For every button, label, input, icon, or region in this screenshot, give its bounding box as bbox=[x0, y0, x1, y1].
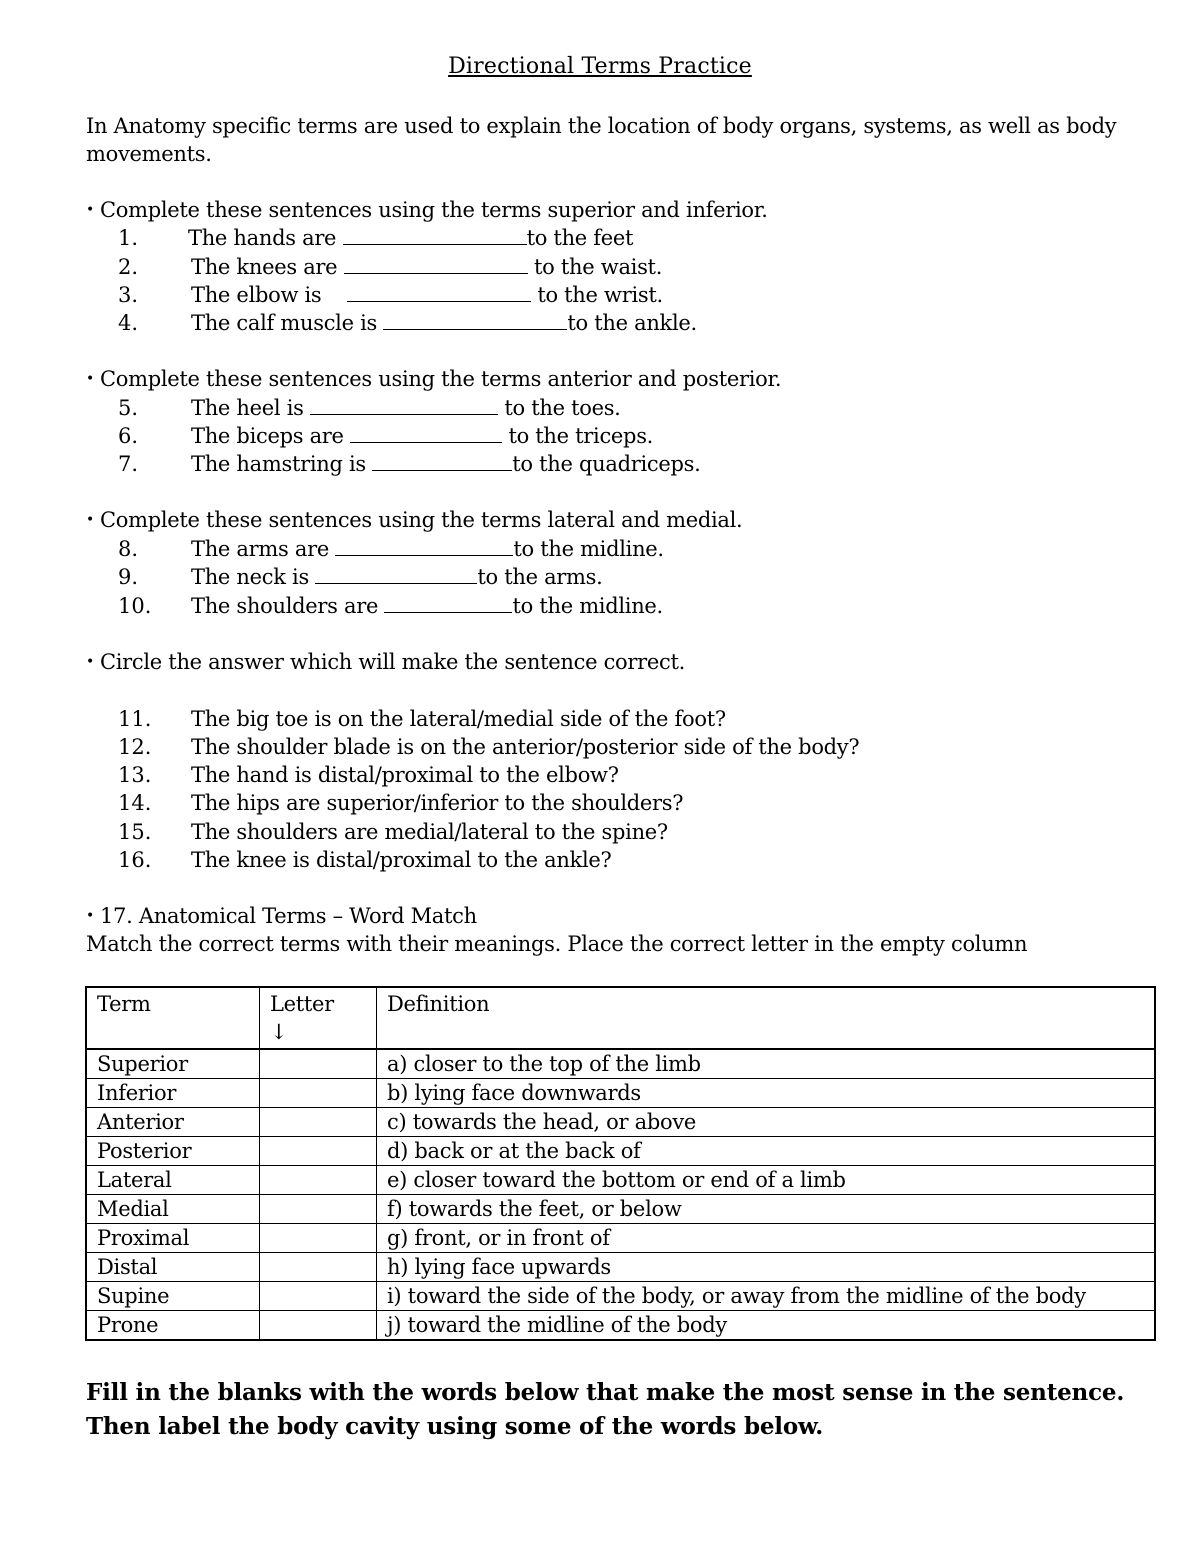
letter-cell[interactable] bbox=[260, 1253, 377, 1282]
definition-cell: g) front, or in front of bbox=[377, 1224, 1156, 1253]
item-number: 5. bbox=[118, 396, 139, 420]
definition-cell: e) closer toward the bottom or end of a limb bbox=[377, 1166, 1156, 1195]
item-sentence: The hamstring is to the quadriceps. bbox=[191, 452, 701, 476]
item-sentence[interactable]: The knee is distal/proximal to the ankle? bbox=[191, 848, 612, 872]
final-instruction: Fill in the blanks with the words below that make the most sense in the sentence. Then label the body cavity using some of the words below. bbox=[86, 1379, 1125, 1440]
item-sentence: The heel is to the toes. bbox=[191, 396, 621, 420]
term-cell: Supine bbox=[86, 1282, 260, 1311]
item-number: 6. bbox=[118, 424, 139, 448]
item-sentence: The arms are to the midline. bbox=[191, 537, 664, 561]
item-number: 2. bbox=[118, 255, 139, 279]
letter-cell[interactable] bbox=[260, 1311, 377, 1341]
table-row bbox=[86, 1079, 1155, 1108]
answer-blank[interactable] bbox=[344, 255, 528, 274]
section2-instruction-line bbox=[86, 367, 781, 391]
term-cell: Medial bbox=[86, 1195, 260, 1224]
item-number: 7. bbox=[118, 452, 139, 476]
table-row bbox=[86, 1282, 1155, 1311]
definition-cell: h) lying face upwards bbox=[377, 1253, 1156, 1282]
bullet-icon: • bbox=[86, 908, 94, 924]
answer-blank[interactable] bbox=[310, 396, 498, 415]
answer-blank[interactable] bbox=[343, 226, 527, 245]
section3-instruction: Complete these sentences using the terms lateral and medial. bbox=[100, 508, 743, 532]
item-sentence[interactable]: The hips are superior/inferior to the shoulders? bbox=[191, 791, 684, 815]
table-header-row bbox=[86, 987, 1155, 1049]
item-sentence[interactable]: The big toe is on the lateral/medial side of the foot? bbox=[191, 707, 726, 731]
section3-instruction-line bbox=[86, 508, 742, 532]
answer-blank[interactable] bbox=[384, 594, 512, 613]
definition-cell: a) closer to the top of the limb bbox=[377, 1049, 1156, 1079]
letter-cell[interactable] bbox=[260, 1166, 377, 1195]
section1-instruction-line bbox=[86, 198, 768, 222]
item-number: 4. bbox=[118, 311, 139, 335]
item-number: 3. bbox=[118, 283, 139, 307]
item-number: 12. bbox=[118, 735, 152, 759]
bullet-icon: • bbox=[86, 202, 94, 218]
bullet-icon: • bbox=[86, 512, 94, 528]
item-sentence: The shoulders are to the midline. bbox=[191, 594, 663, 618]
intro-paragraph: In Anatomy specific terms are used to explain the location of body organs, systems, as well as body movements. bbox=[86, 114, 1117, 166]
item-sentence: The knees are to the waist. bbox=[191, 255, 663, 279]
definition-cell: c) towards the head, or above bbox=[377, 1108, 1156, 1137]
item-number: 8. bbox=[118, 537, 139, 561]
section5-instruction: Match the correct terms with their meanings. Place the correct letter in the empty column bbox=[86, 932, 1028, 956]
item-number: 15. bbox=[118, 820, 152, 844]
definition-cell: b) lying face downwards bbox=[377, 1079, 1156, 1108]
item-sentence: The hands are to the feet bbox=[188, 226, 634, 250]
term-cell: Superior bbox=[86, 1049, 260, 1079]
item-sentence: The calf muscle is to the ankle. bbox=[191, 311, 697, 335]
section4-instruction: Circle the answer which will make the sentence correct. bbox=[100, 650, 685, 674]
letter-cell[interactable] bbox=[260, 1195, 377, 1224]
answer-blank[interactable] bbox=[335, 537, 513, 556]
table-row bbox=[86, 1253, 1155, 1282]
letter-cell[interactable] bbox=[260, 1049, 377, 1079]
word-match-table bbox=[85, 986, 1156, 1341]
letter-cell[interactable] bbox=[260, 1282, 377, 1311]
item-number: 11. bbox=[118, 707, 152, 731]
item-sentence: The elbow is to the wrist. bbox=[191, 283, 663, 307]
section2-instruction: Complete these sentences using the terms anterior and posterior. bbox=[100, 367, 782, 391]
section5-heading: 17. Anatomical Terms – Word Match bbox=[100, 904, 477, 928]
answer-blank[interactable] bbox=[383, 311, 567, 330]
letter-cell[interactable] bbox=[260, 1079, 377, 1108]
answer-blank[interactable] bbox=[350, 424, 502, 443]
column-header-term: Term bbox=[86, 987, 260, 1049]
term-cell: Distal bbox=[86, 1253, 260, 1282]
item-number: 16. bbox=[118, 848, 152, 872]
item-sentence[interactable]: The shoulders are medial/lateral to the spine? bbox=[191, 820, 668, 844]
column-header-definition: Definition bbox=[377, 987, 1156, 1049]
definition-cell: j) toward the midline of the body bbox=[377, 1311, 1156, 1341]
definition-cell: d) back or at the back of bbox=[377, 1137, 1156, 1166]
answer-blank[interactable] bbox=[347, 283, 531, 302]
term-cell: Anterior bbox=[86, 1108, 260, 1137]
letter-cell[interactable] bbox=[260, 1224, 377, 1253]
term-cell: Lateral bbox=[86, 1166, 260, 1195]
table-row bbox=[86, 1311, 1155, 1341]
answer-blank[interactable] bbox=[372, 452, 512, 471]
letter-cell[interactable] bbox=[260, 1108, 377, 1137]
term-cell: Proximal bbox=[86, 1224, 260, 1253]
term-cell: Inferior bbox=[86, 1079, 260, 1108]
term-cell: Prone bbox=[86, 1311, 260, 1341]
answer-blank[interactable] bbox=[315, 565, 477, 584]
item-number: 10. bbox=[118, 594, 152, 618]
item-sentence: The neck is to the arms. bbox=[191, 565, 603, 589]
page-title: Directional Terms Practice bbox=[448, 54, 752, 79]
term-cell: Posterior bbox=[86, 1137, 260, 1166]
table-row bbox=[86, 1137, 1155, 1166]
bullet-icon: • bbox=[86, 371, 94, 387]
letter-cell[interactable] bbox=[260, 1137, 377, 1166]
table-row bbox=[86, 1224, 1155, 1253]
section5-heading-line bbox=[86, 904, 477, 928]
item-number: 9. bbox=[118, 565, 139, 589]
item-number: 1. bbox=[118, 226, 139, 250]
section1-instruction: Complete these sentences using the terms superior and inferior. bbox=[100, 198, 768, 222]
item-number: 13. bbox=[118, 763, 152, 787]
table-row bbox=[86, 1108, 1155, 1137]
item-number: 14. bbox=[118, 791, 152, 815]
item-sentence[interactable]: The hand is distal/proximal to the elbow? bbox=[191, 763, 619, 787]
column-header-letter: Letter ↓ bbox=[260, 987, 377, 1049]
item-sentence[interactable]: The shoulder blade is on the anterior/posterior side of the body? bbox=[191, 735, 860, 759]
item-sentence: The biceps are to the triceps. bbox=[191, 424, 654, 448]
definition-cell: f) towards the feet, or below bbox=[377, 1195, 1156, 1224]
table-row bbox=[86, 1195, 1155, 1224]
definition-cell: i) toward the side of the body, or away from the midline of the body bbox=[377, 1282, 1156, 1311]
section4-instruction-line bbox=[86, 650, 685, 674]
bullet-icon: • bbox=[86, 654, 94, 670]
table-row bbox=[86, 1166, 1155, 1195]
table-row bbox=[86, 1049, 1155, 1079]
